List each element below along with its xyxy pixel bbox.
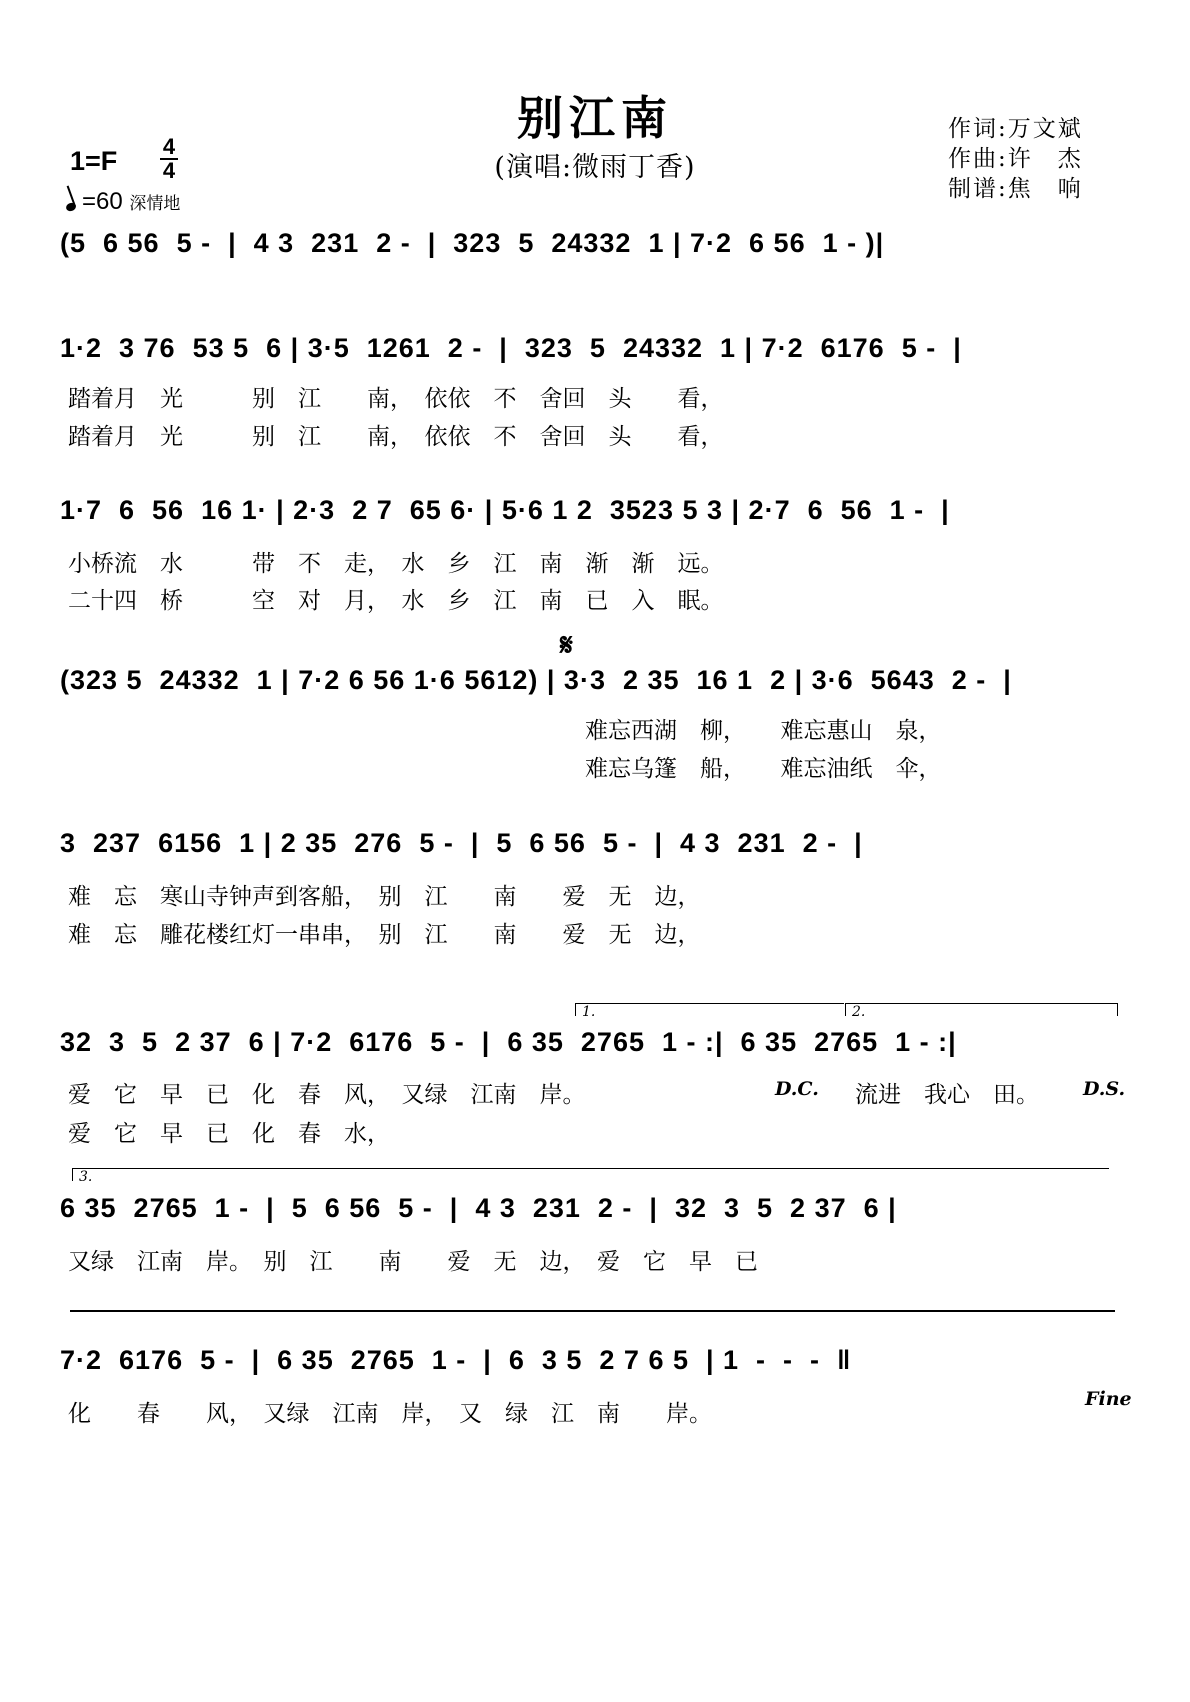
score-line-5: 3 237 6156 1 | 2 35 276 5 - | 5 6 56 5 - | 4 3 231 2 - | (60, 828, 863, 858)
score-line-4: (323 5 24332 1 | 7·2 6 56 1·6 5612) | 3·3 2 35 16 1 2 | 3·6 5643 2 - | (60, 665, 1012, 695)
expression-marking: 深情地 (129, 194, 181, 213)
lyric-line-6-second-ending: 流进 我心 田。 (855, 1082, 1039, 1108)
lyric-line-2-verse-1: 踏着月 光 别 江 南， 依依 不 舍回 头 看， (68, 386, 724, 412)
time-signature (160, 136, 178, 182)
song-title: 别江南 (517, 91, 673, 145)
score-line-1: (5 6 56 5 - | 4 3 231 2 - | 323 5 24332 1 | 7·2 6 56 1 - )| (60, 228, 885, 258)
lyric-line-4-verse-1: 难忘西湖 柳， 难忘惠山 泉， (585, 718, 942, 744)
key-signature: 1=F (70, 146, 118, 176)
volta-number-3: 3. (79, 1169, 93, 1185)
score-line-2: 1·2 3 76 53 5 6 | 3·5 1261 2 - | 323 5 24332 1 | 7·2 6176 5 - | (60, 333, 962, 363)
tempo-value: =60 (82, 188, 123, 215)
score-line-8: 7·2 6176 5 - | 6 35 2765 1 - | 6 3 5 2 7 6 5 | 1 - - - ‖ (60, 1345, 852, 1375)
lyric-line-2-verse-2: 踏着月 光 别 江 南， 依依 不 舍回 头 看， (68, 424, 724, 450)
performer-credit: (演唱:微雨丁香) (494, 152, 696, 183)
score-line-6: 32 3 5 2 37 6 | 7·2 6176 5 - | 6 35 2765 1 - :| 6 35 2765 1 - :| (60, 1027, 957, 1057)
line-8-bracket-rule (70, 1310, 1115, 1312)
lyric-line-3-verse-2: 二十四 桥 空 对 月， 水 乡 江 南 已 入 眠。 (68, 588, 724, 614)
time-signature-top: 4 (162, 134, 176, 159)
lyric-line-8: 化 春 风， 又绿 江南 岸， 又 绿 江 南 岸。 (68, 1401, 712, 1427)
fine-marking: Fine (1085, 1388, 1132, 1410)
lyricist-credit: 作词:万文斌 (948, 116, 1083, 142)
lyric-line-7: 又绿 江南 岸。 别 江 南 爱 无 边， 爱 它 早 已 (68, 1249, 758, 1275)
volta-bracket-3 (72, 1168, 1109, 1185)
segno-sign: 𝄋 (560, 628, 573, 663)
lyric-line-5-verse-1: 难 忘 寒山寺钟声到客船， 别 江 南 爱 无 边， (68, 884, 701, 910)
arranger-credit: 制谱:焦 响 (948, 176, 1083, 202)
volta-number-1: 1. (582, 1004, 596, 1020)
lyric-line-3-verse-1: 小桥流 水 带 不 走， 水 乡 江 南 渐 渐 远。 (68, 551, 724, 577)
lyric-line-5-verse-2: 难 忘 雕花楼红灯一串串， 别 江 南 爱 无 边， (68, 922, 701, 948)
ds-marking: D.S. (1083, 1078, 1126, 1100)
dc-marking: D.C. (775, 1078, 819, 1100)
lyric-line-6-verse-2: 爱 它 早 已 化 春 水， (68, 1121, 390, 1147)
lyric-line-4-verse-2: 难忘乌篷 船， 难忘油纸 伞， (585, 756, 942, 782)
tempo-marking (66, 188, 180, 216)
lyric-line-6-verse-1: 爱 它 早 已 化 春 风， 又绿 江南 岸。 (68, 1082, 586, 1108)
time-signature-bottom: 4 (162, 158, 176, 183)
score-line-7: 6 35 2765 1 - | 5 6 56 5 - | 4 3 231 2 - | 32 3 5 2 37 6 | (60, 1193, 897, 1223)
volta-bracket-2 (845, 1003, 1118, 1020)
quarter-note-icon (65, 202, 77, 213)
volta-bracket-1 (575, 1003, 844, 1020)
score-line-3: 1·7 6 56 16 1· | 2·3 2 7 65 6· | 5·6 1 2 3523 5 3 | 2·7 6 56 1 - | (60, 495, 950, 525)
volta-number-2: 2. (852, 1004, 866, 1020)
composer-credit: 作曲:许 杰 (948, 146, 1083, 172)
